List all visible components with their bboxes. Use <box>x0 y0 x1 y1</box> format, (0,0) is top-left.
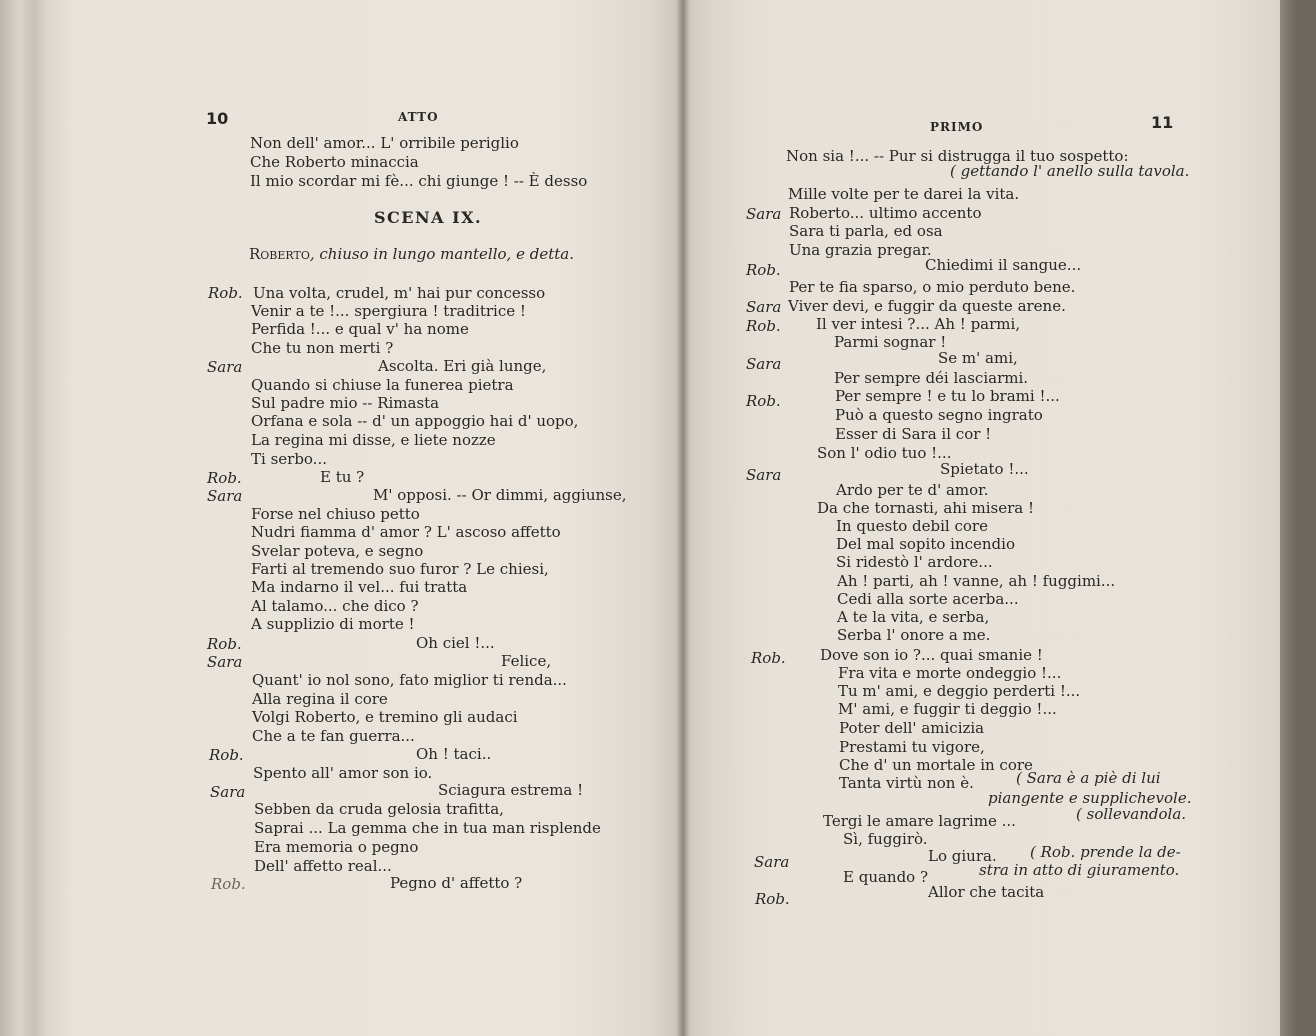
speaker-label: Sara <box>746 298 782 316</box>
page-number: 10 <box>206 109 229 128</box>
text-line: Una volta, crudel, m' hai pur concesso <box>253 284 546 302</box>
page-number: 11 <box>1151 113 1174 132</box>
text-line: Felice, <box>501 652 552 670</box>
text-line: Nudri fiamma d' amor ? L' ascoso affetto <box>251 523 561 541</box>
page-edge <box>1280 0 1298 1036</box>
text-line: La regina mi disse, e liete nozze <box>251 431 496 449</box>
running-head: ATTO <box>398 110 439 124</box>
character-name: Roberto <box>249 245 310 263</box>
text-line: Del mal sopito incendio <box>836 535 1015 553</box>
speaker-label: Sara <box>746 205 782 223</box>
text-line: Forse nel chiuso petto <box>251 505 420 523</box>
text-line: Che d' un mortale in core <box>839 756 1033 774</box>
stage-direction: ( sollevandola. <box>1076 805 1187 823</box>
speaker-label: Sara <box>207 487 243 505</box>
text-line: A supplizio di morte ! <box>251 615 415 633</box>
text-line: Il ver intesi ?... Ah ! parmi, <box>816 315 1021 333</box>
speaker-label: Sara <box>754 853 790 871</box>
text-line: Per sempre déi lasciarmi. <box>834 369 1029 387</box>
speaker-label: Sara <box>207 653 243 671</box>
text-line: Non sia !... -- Pur si distrugga il tuo sospetto: <box>786 147 1129 165</box>
text-line: Per te fia sparso, o mio perduto bene. <box>789 278 1076 296</box>
speaker-label: Sara <box>746 355 782 373</box>
text-line: Sebben da cruda gelosia trafitta, <box>254 800 504 818</box>
speaker-label: Rob. <box>746 392 781 410</box>
text-line: Parmi sognar ! <box>834 333 947 351</box>
text-line: Se m' ami, <box>938 349 1018 367</box>
text-line: Sciagura estrema ! <box>438 781 584 799</box>
text-line: Serba l' onore a me. <box>837 626 991 644</box>
text-line: Cedi alla sorte acerba... <box>837 590 1019 608</box>
text-line: A te la vita, e serba, <box>837 608 990 626</box>
text-line: Che Roberto minaccia <box>250 153 419 171</box>
text-line: Poter dell' amicizia <box>839 719 985 737</box>
text-line: Oh ! taci.. <box>416 745 492 763</box>
text-line: Lo giura. <box>928 847 997 865</box>
speaker-label: Rob. <box>751 649 786 667</box>
text-line: Mille volte per te darei la vita. <box>788 185 1020 203</box>
text-line: M' opposi. -- Or dimmi, aggiunse, <box>373 486 627 504</box>
text-line: Oh ciel !... <box>416 634 495 652</box>
speaker-label: Sara <box>210 783 246 801</box>
text-line: Sara ti parla, ed osa <box>789 222 943 240</box>
text-line: Tanta virtù non è. <box>839 774 974 792</box>
stage-direction: ( Sara è a piè di lui <box>1016 769 1161 787</box>
text-line: Il mio scordar mi fè... chi giunge ! -- È desso <box>250 172 588 190</box>
text-line: E quando ? <box>843 868 929 886</box>
book-gutter <box>676 0 690 1036</box>
speaker-label: Rob. <box>746 317 781 335</box>
running-head: PRIMO <box>930 120 984 134</box>
text-line: Prestami tu vigore, <box>839 738 985 756</box>
text-line: Son l' odio tuo !... <box>817 444 952 462</box>
text-line: Volgi Roberto, e tremino gli audaci <box>252 708 518 726</box>
text-line: E tu ? <box>320 468 365 486</box>
text-line: Da che tornasti, ahi misera ! <box>817 499 1035 517</box>
text-line: Ma indarno il vel... fui tratta <box>251 578 468 596</box>
text-line: Si ridestò l' ardore... <box>836 553 993 571</box>
text-line: Tu m' ami, e deggio perderti !... <box>838 682 1081 700</box>
stage-direction: piangente e supplichevole. <box>988 789 1192 807</box>
stage-direction <box>249 246 574 263</box>
text-line: Dove son io ?... quai smanie ! <box>820 646 1043 664</box>
stage-direction: ( Rob. prende la de- <box>1030 843 1181 861</box>
text-line: Sul padre mio -- Rimasta <box>251 394 440 412</box>
text-line: Roberto... ultimo accento <box>789 204 982 222</box>
text-line: Quando si chiuse la funerea pietra <box>251 376 514 394</box>
text-line: In questo debil core <box>836 517 988 535</box>
stage-direction: ( gettando l' anello sulla tavola. <box>950 162 1190 180</box>
text-line: Può a questo segno ingrato <box>835 406 1043 424</box>
text-line: Ardo per te d' amor. <box>836 481 989 499</box>
speaker-label: Rob. <box>208 284 243 302</box>
text-line: Fra vita e morte ondeggio !... <box>838 664 1062 682</box>
speaker-label: Rob. <box>207 469 242 487</box>
text-line: Saprai ... La gemma che in tua man risplende <box>254 819 601 837</box>
text-line: Farti al tremendo suo furor ? Le chiesi, <box>251 560 549 578</box>
scene-title: SCENA IX. <box>374 208 483 227</box>
text-line: Che a te fan guerra... <box>252 727 415 745</box>
speaker-label: Rob. <box>211 875 246 893</box>
stage-direction-text: , chiuso in lungo mantello, e detta. <box>309 245 574 263</box>
speaker-label: Rob. <box>207 635 242 653</box>
text-line: Che tu non merti ? <box>251 339 394 357</box>
text-line: Svelar poteva, e segno <box>251 542 424 560</box>
text-line: Ti serbo... <box>251 450 327 468</box>
speaker-label: Sara <box>207 358 243 376</box>
text-line: Al talamo... che dico ? <box>251 597 419 615</box>
speaker-label: Sara <box>746 466 782 484</box>
text-line: Era memoria o pegno <box>254 838 419 856</box>
text-line: Esser di Sara il cor ! <box>835 425 992 443</box>
text-line: Per sempre ! e tu lo brami !... <box>835 387 1060 405</box>
speaker-label: Rob. <box>755 890 790 908</box>
text-line: M' ami, e fuggir ti deggio !... <box>838 700 1057 718</box>
text-line: Chiedimi il sangue... <box>925 256 1082 274</box>
text-line: Sì, fuggirò. <box>843 830 928 848</box>
text-line: Perfida !... e qual v' ha nome <box>251 320 469 338</box>
text-line: Dell' affetto real... <box>254 857 392 875</box>
text-line: Non dell' amor... L' orribile periglio <box>250 134 519 152</box>
text-line: Una grazia pregar. <box>789 241 932 259</box>
text-line: Orfana e sola -- d' un appoggio hai d' uopo, <box>251 412 579 430</box>
text-line: Spietato !... <box>940 460 1029 478</box>
text-line: Viver devi, e fuggir da queste arene. <box>788 297 1066 315</box>
text-line: Alla regina il core <box>252 690 388 708</box>
text-line: Allor che tacita <box>928 883 1045 901</box>
text-line: Tergi le amare lagrime ... <box>823 812 1016 830</box>
text-line: Pegno d' affetto ? <box>390 874 523 892</box>
stage-direction: stra in atto di giuramento. <box>979 861 1180 879</box>
text-line: Ah ! parti, ah ! vanne, ah ! fuggimi... <box>837 572 1116 590</box>
text-line: Venir a te !... spergiura ! traditrice ! <box>251 302 526 320</box>
text-line: Spento all' amor son io. <box>253 764 433 782</box>
speaker-label: Rob. <box>209 746 244 764</box>
speaker-label: Rob. <box>746 261 781 279</box>
text-line: Quant' io nol sono, fato miglior ti renda... <box>252 671 567 689</box>
text-line: Ascolta. Eri già lunge, <box>378 357 547 375</box>
